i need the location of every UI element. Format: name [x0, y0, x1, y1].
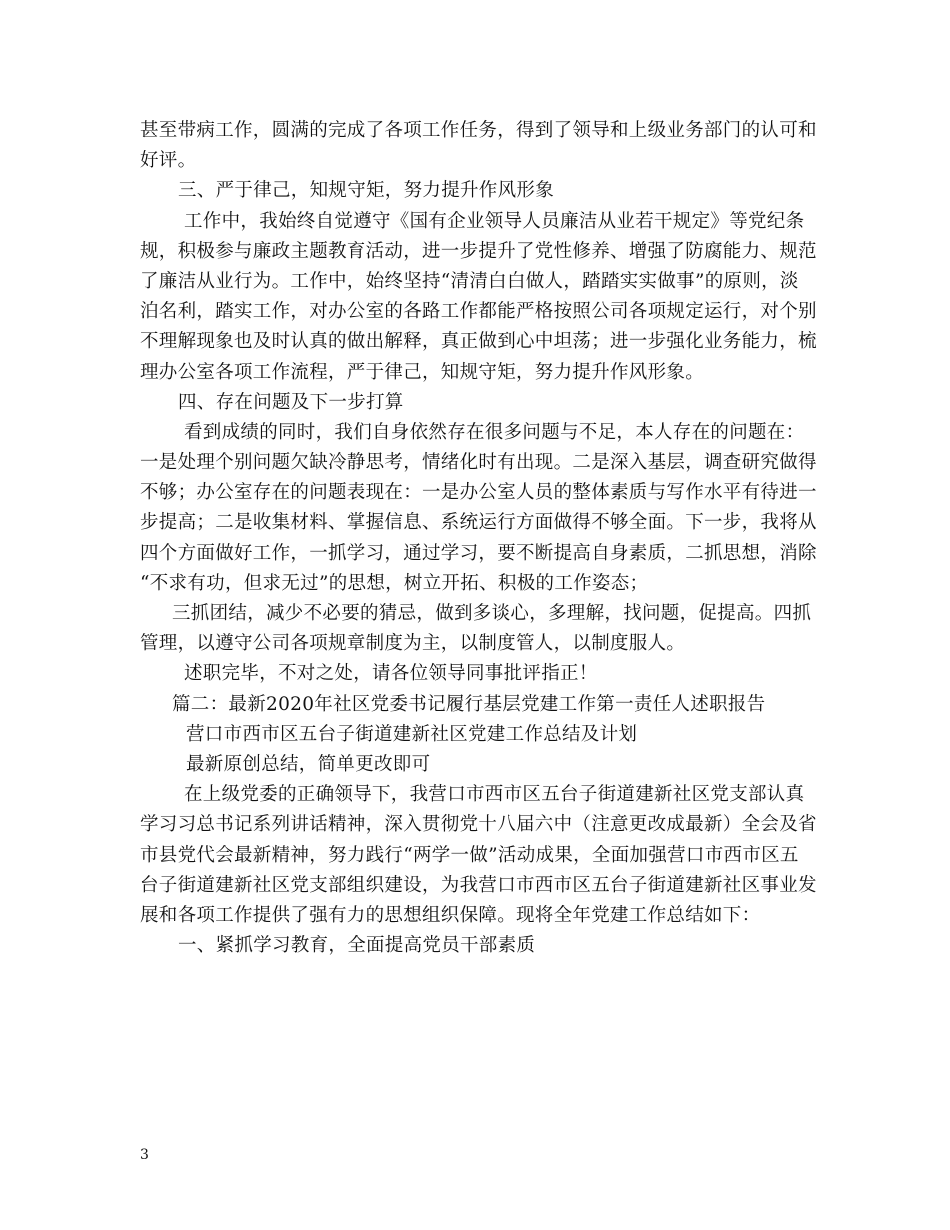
text-line: 展和各项工作提供了强有力的思想组织保障。现将全年党建工作总结如下：	[140, 904, 761, 926]
text-line: 学习习总书记系列讲话精神，深入贯彻党十八届六中（注意更改成最新）全会及省	[140, 814, 817, 836]
text-line: 述职完毕，不对之处，请各位领导同事批评指正！	[184, 663, 598, 685]
text-line: 理办公室各项工作流程，严于律己，知规守矩，努力提升作风形象。	[140, 361, 705, 383]
document-body	[140, 116, 820, 961]
page-number: 3	[140, 1147, 149, 1163]
text-line: 最新原创总结，简单更改即可	[186, 753, 431, 775]
text-line: 甚至带病工作，圆满的完成了各项工作任务，得到了领导和上级业务部门的认可和	[140, 120, 817, 141]
text-line: 好评。	[140, 150, 197, 172]
text-line: 三抓团结，减少不必要的猜忌，做到多谈心，多理解，找问题，促提高。四抓	[172, 603, 812, 624]
text-line: 市县党代会最新精神，努力践行“两学一做”活动成果，全面加强营口市西市区五	[140, 844, 799, 866]
text-line: 四个方面做好工作，一抓学习，通过学习，要不断提高自身素质，二抓思想，消除	[140, 542, 817, 564]
text-line: 不理解现象也及时认真的做出解释，真正做到心中坦荡；进一步强化业务能力，梳	[140, 331, 817, 353]
text-line: 不够；办公室存在的问题表现在：一是办公室人员的整体素质与写作水平有待进一	[140, 482, 817, 504]
text-line: 管理，以遵守公司各项规章制度为主，以制度管人，以制度服人。	[140, 633, 686, 655]
text-line: “不求有功，但求无过”的思想，树立开拓、积极的工作姿态；	[140, 572, 649, 594]
text-line: 台子街道建新社区党支部组织建设，为我营口市西市区五台子街道建新社区事业发	[140, 874, 817, 896]
section-heading: 一、紧抓学习教育，全面提高党员干部素质	[178, 935, 536, 957]
text-line: 工作中，我始终自觉遵守《国有企业领导人员廉洁从业若干规定》等党纪条	[184, 210, 805, 232]
text-line: 一是处理个别问题欠缺冷静思考，情绪化时有出现。二是深入基层，调查研究做得	[140, 452, 817, 474]
article-title: 篇二：最新2020年社区党委书记履行基层党建工作第一责任人述职报告	[172, 693, 766, 715]
text-line: 看到成绩的同时，我们自身依然存在很多问题与不足，本人存在的问题在：	[184, 421, 805, 443]
section-heading: 四、存在问题及下一步打算	[178, 391, 404, 413]
text-line: 步提高；二是收集材料、掌握信息、系统运行方面做得不够全面。下一步，我将从	[140, 512, 817, 534]
section-heading: 三、严于律己，知规守矩，努力提升作风形象	[178, 180, 555, 202]
text-line: 在上级党委的正确领导下，我营口市西市区五台子街道建新社区党支部认真	[184, 784, 805, 806]
text-line: 了廉洁从业行为。工作中，始终坚持“清清白白做人，踏踏实实做事”的原则，淡	[140, 270, 799, 292]
text-line: 泊名利，踏实工作，对办公室的各路工作都能严格按照公司各项规定运行，对个别	[140, 301, 817, 323]
text-line: 规，积极参与廉政主题教育活动，进一步提升了党性修养、增强了防腐能力、规范	[140, 240, 817, 262]
article-subtitle: 营口市西市区五台子街道建新社区党建工作总结及计划	[186, 723, 638, 745]
